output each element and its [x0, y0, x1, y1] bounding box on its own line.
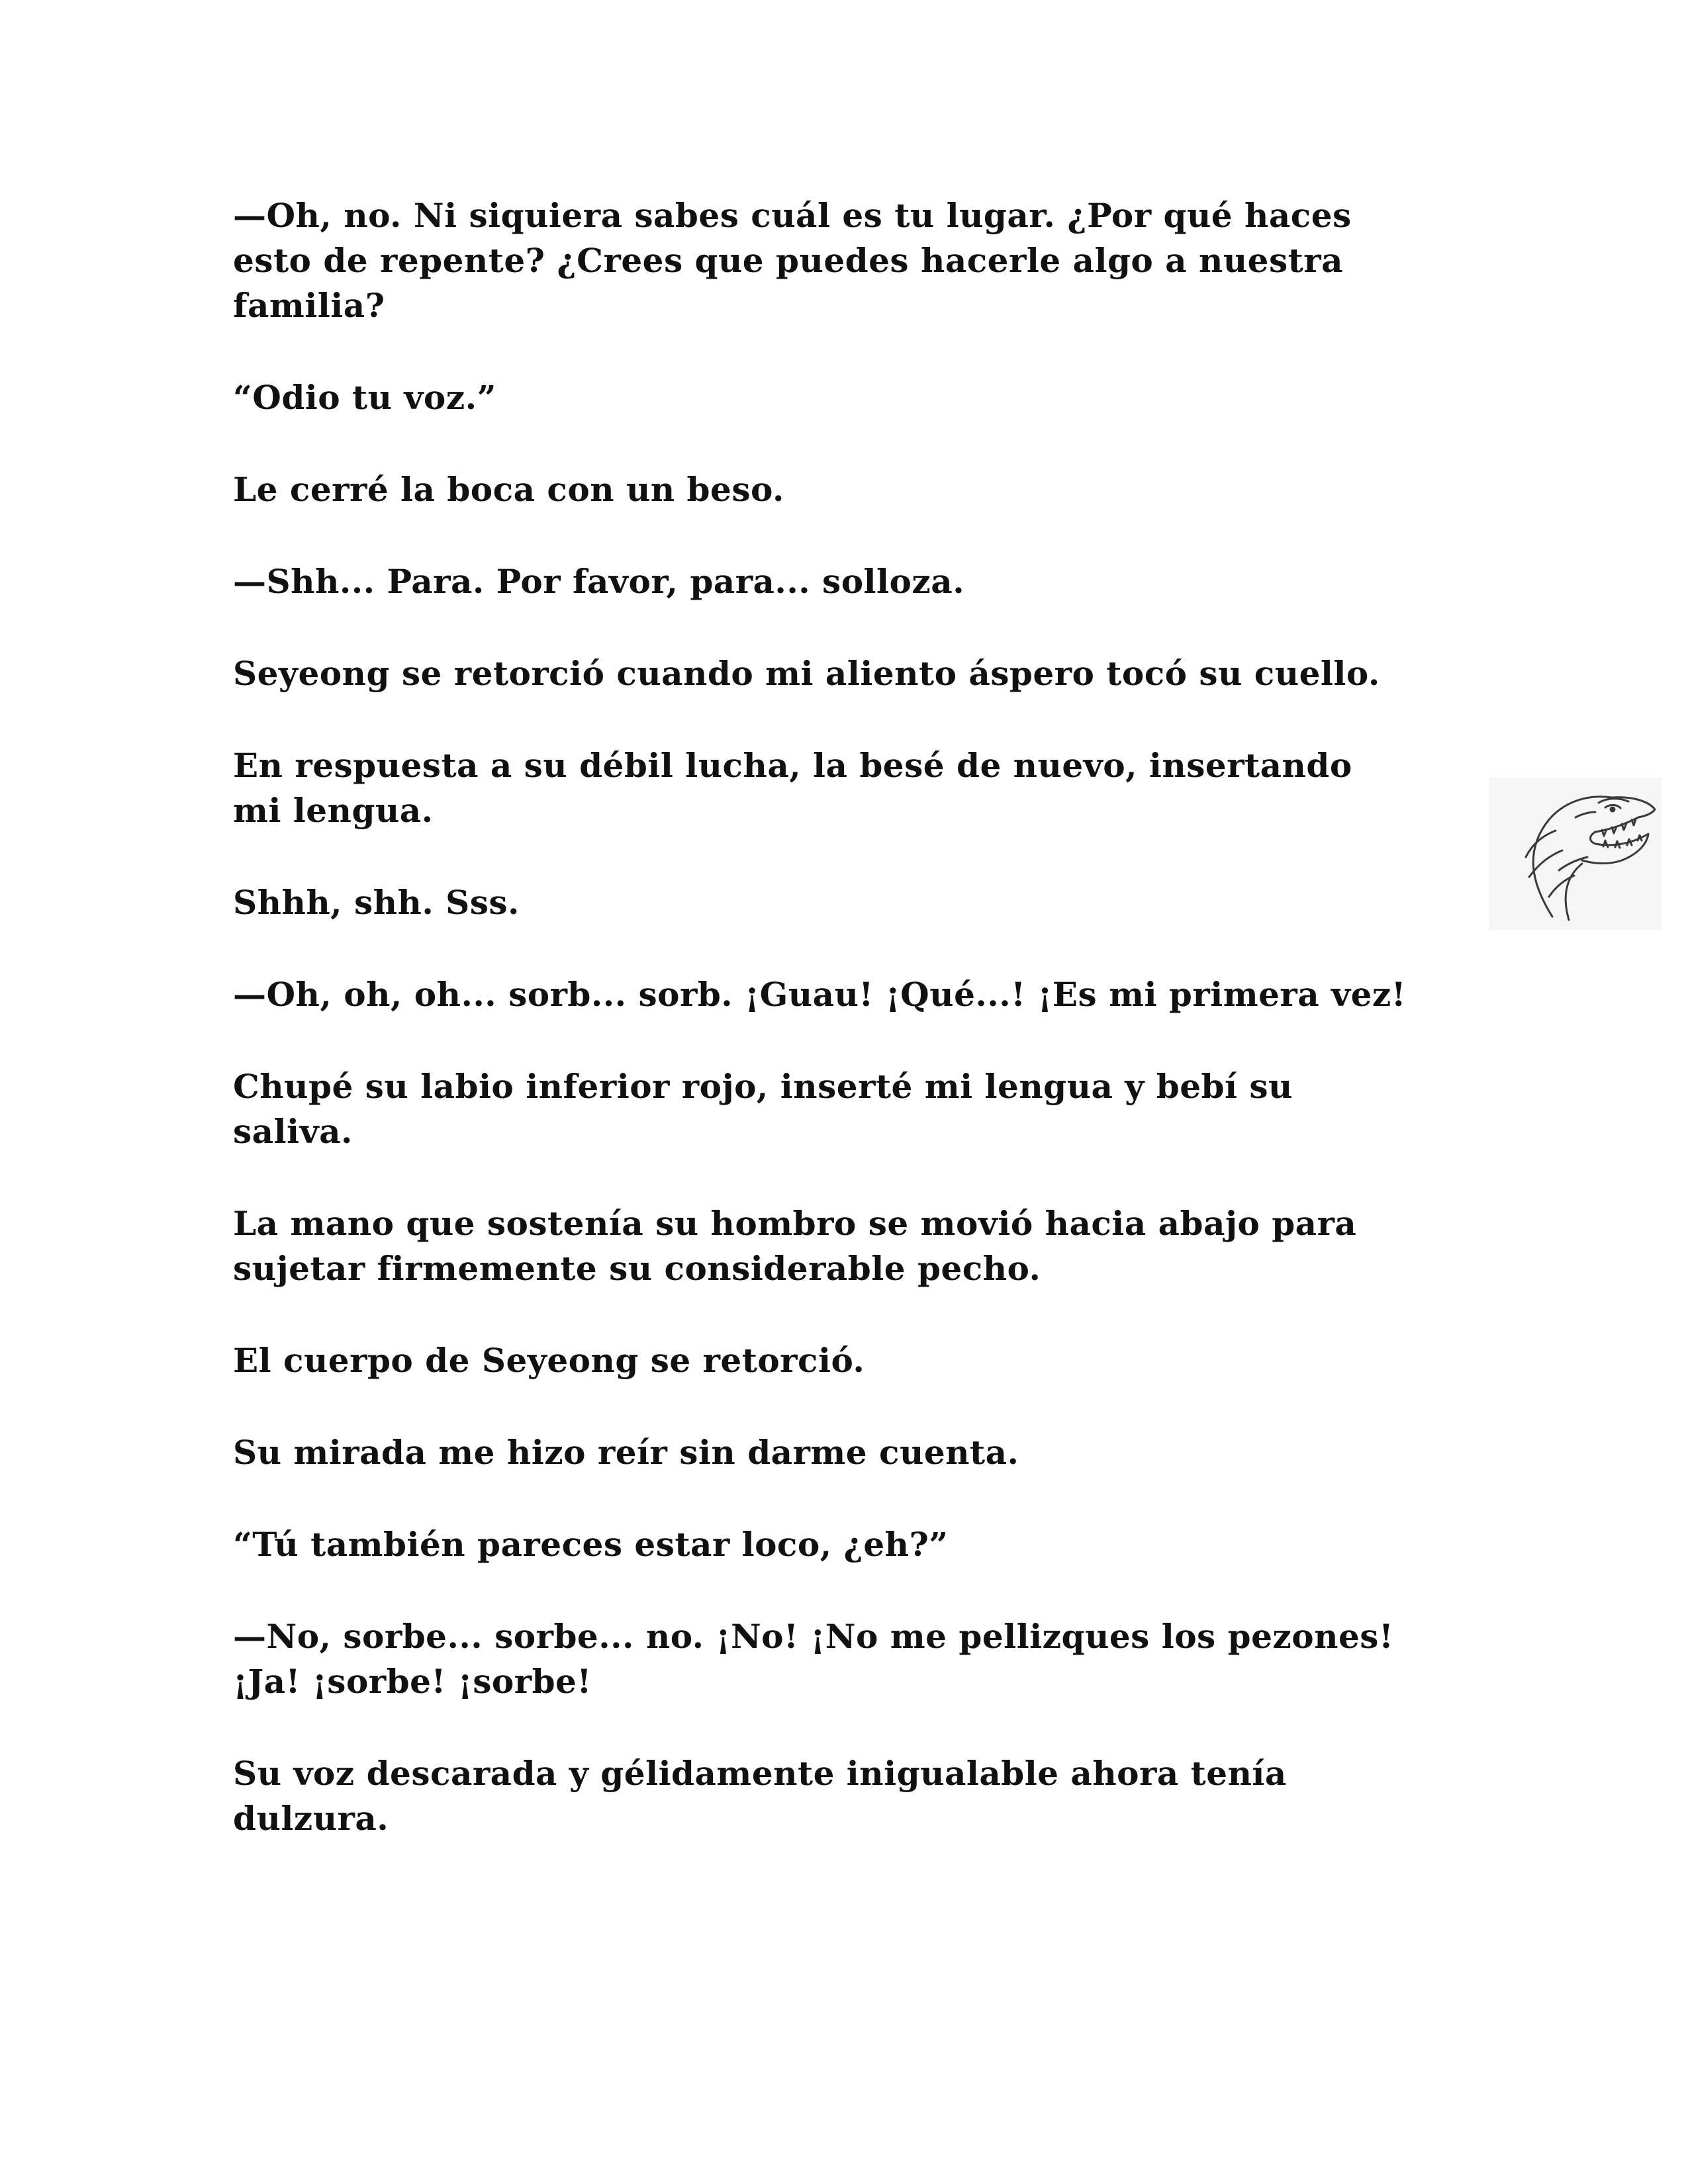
paragraph: —No, sorbe... sorbe... no. ¡No! ¡No me pellizques los pezones! ¡Ja! ¡sorbe! ¡sorbe! [233, 1617, 1394, 1701]
paragraph: “Tú también pareces estar loco, ¿eh?” [233, 1525, 949, 1564]
paragraph: En respuesta a su débil lucha, la besé de nuevo, insertando mi lengua. [233, 746, 1352, 830]
paragraph: —Oh, no. Ni siquiera sabes cuál es tu lugar. ¿Por qué haces esto de repente? ¿Crees que puedes hacerle algo a nuestra familia? [233, 196, 1352, 325]
paragraph: —Shh... Para. Por favor, para... solloza. [233, 562, 965, 601]
paragraph: El cuerpo de Seyeong se retorció. [233, 1341, 865, 1380]
paragraph: Le cerré la boca con un beso. [233, 470, 784, 509]
dinosaur-head-sketch-icon [1489, 778, 1662, 930]
paragraph: La mano que sostenía su hombro se movió hacia abajo para sujetar firmemente su considerable pecho. [233, 1204, 1357, 1288]
paragraph: Chupé su labio inferior rojo, inserté mi lengua y bebí su saliva. [233, 1067, 1293, 1151]
paragraph: —Oh, oh, oh... sorb... sorb. ¡Guau! ¡Qué...! ¡Es mi primera vez! [233, 975, 1407, 1014]
paragraph: Su voz descarada y gélidamente inigualable ahora tenía dulzura. [233, 1754, 1287, 1838]
paragraph: Seyeong se retorció cuando mi aliento áspero tocó su cuello. [233, 654, 1380, 693]
paragraph: Shhh, shh. Sss. [233, 883, 520, 922]
body-text [233, 193, 1471, 1888]
paragraph: “Odio tu voz.” [233, 378, 496, 417]
paragraph: Su mirada me hizo reír sin darme cuenta. [233, 1433, 1019, 1472]
